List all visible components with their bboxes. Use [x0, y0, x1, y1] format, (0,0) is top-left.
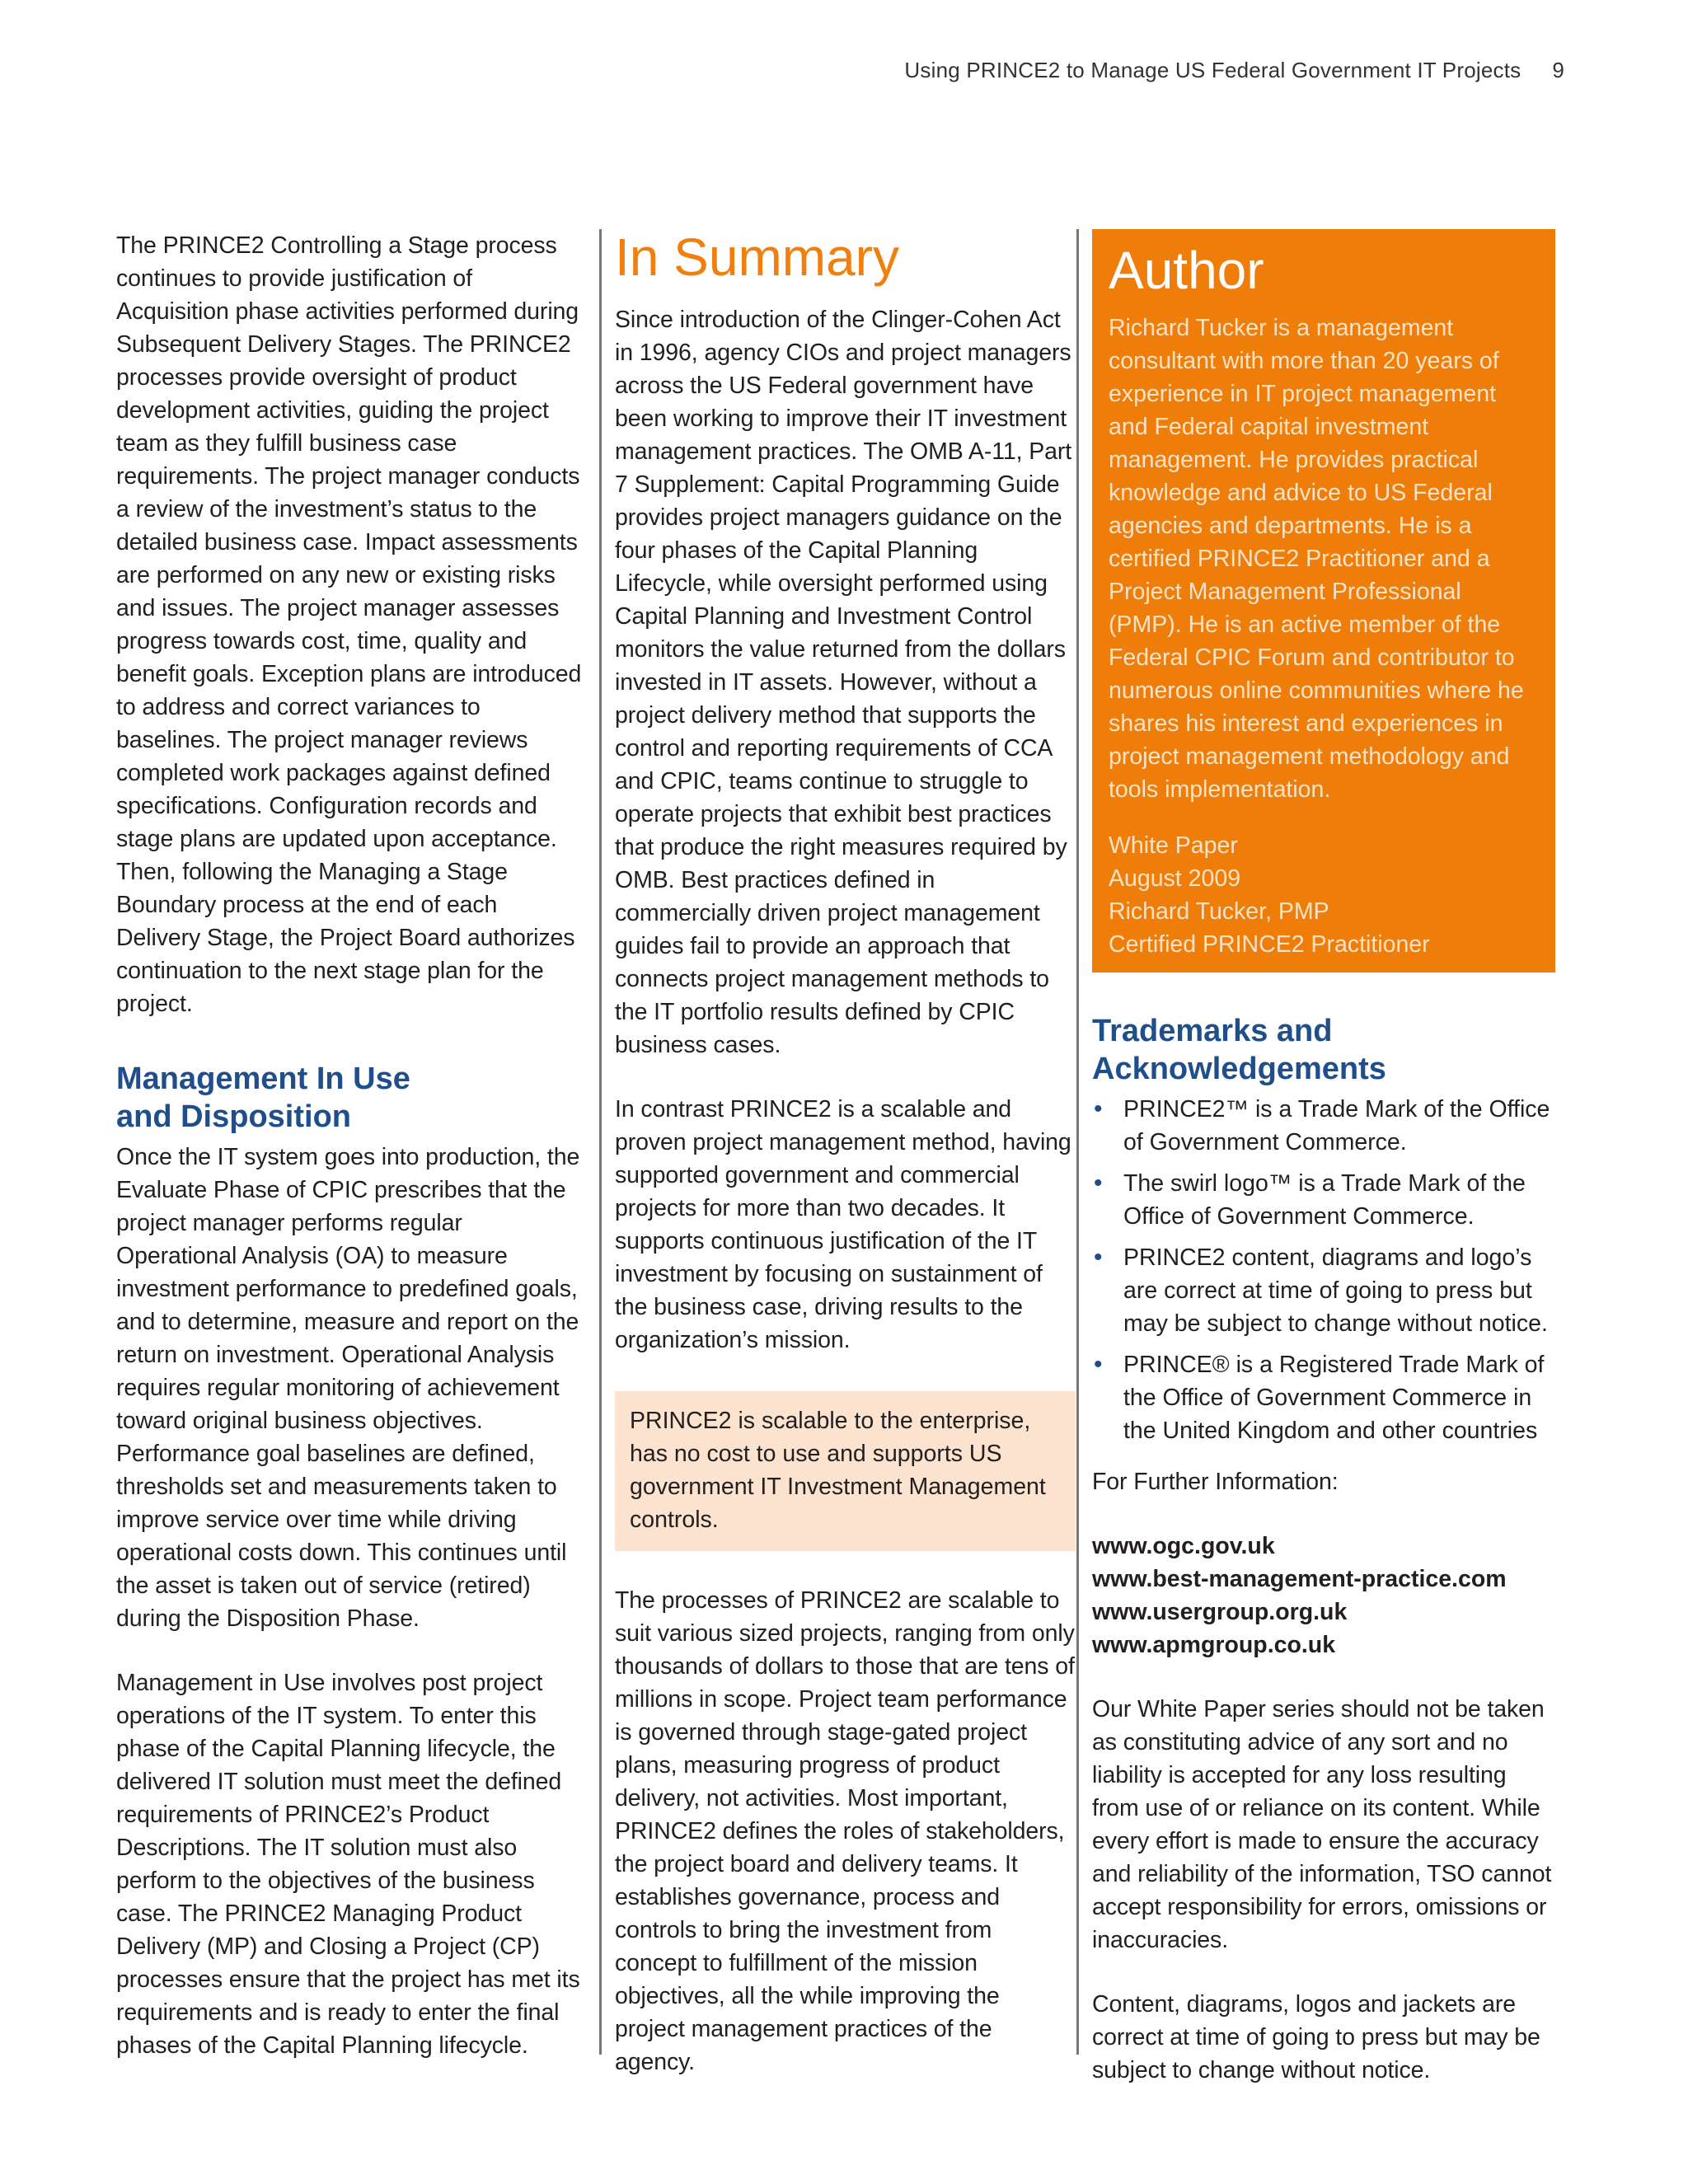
link-ogc[interactable]: www.ogc.gov.uk — [1092, 1533, 1275, 1559]
body-paragraph: In contrast PRINCE2 is a scalable and proven project management method, having supported government and commercial projects for more than two decades. It supports continuous justification of the IT investment by focusing on sustainment of the business case, driving results to the organization’s mission. — [615, 1096, 1071, 1353]
left-column — [116, 229, 586, 2062]
header-title: Using PRINCE2 to Manage US Federal Government IT Projects — [904, 58, 1522, 82]
running-header — [904, 58, 1564, 83]
bullet-icon: • — [1094, 1351, 1103, 1378]
right-column — [1076, 229, 1555, 2083]
in-summary-heading: In Summary — [615, 227, 899, 287]
bullet-icon: • — [1094, 1095, 1103, 1122]
body-paragraph: Once the IT system goes into production, the Evaluate Phase of CPIC prescribes that the project manager performs regular Operational Analysis (OA) to measure investment performance to predefined goals, and to determine, measure and report on the return on investment. Operational Analysis requires regular monitoring of achievement toward original business objectives. Performance goal baselines are defined, thresholds set and measurements taken to improve service over time while driving operational costs down. This continues until the asset is taken out of service (retired) during the Disposition Phase. — [116, 1144, 580, 1632]
credit-line: Richard Tucker, PMP — [1109, 898, 1329, 925]
list-item-text: PRINCE2 content, diagrams and logo’s are correct at time of going to press but may be subject to change without notice. — [1123, 1244, 1548, 1337]
body-paragraph: Since introduction of the Clinger-Cohen Act in 1996, agency CIOs and project managers across the US Federal government have been working to improve their IT investment management practices. The OMB A-11, Part 7 Supplement: Capital Programming Guide provides project managers guidance on the four phases of the Capital Planning Lifecycle, while oversight performed using Capital Planning and Investment Control monitors the value returned from the dollars invested in IT assets. However, without a project delivery method that supports the control and reporting requirements of CCA and CPIC, teams continue to struggle to operate projects that exhibit best practices that produce the right measures required by OMB. Best practices defined in commercially driven project management guides fail to provide an approach that connects project management methods to the IT portfolio results defined by CPIC business cases. — [615, 307, 1072, 1058]
list-item — [1092, 1241, 1555, 1340]
link-usergroup[interactable]: www.usergroup.org.uk — [1092, 1599, 1348, 1625]
list-item-text: PRINCE2™ is a Trade Mark of the Office of Government Commerce. — [1123, 1096, 1550, 1155]
heading-line: and Disposition — [116, 1099, 351, 1134]
author-bio: Richard Tucker is a management consultant with more than 20 years of experience in IT project management and Federal capital investment management. He provides practical knowledge and advice to US Federal agencies and departments. He is a certified PRINCE2 Practitioner and a Project Management Professional (PMP). He is an active member of the Federal CPIC Forum and contributor to numerous online communities where he shares his interest and experiences in project management methodology and tools implementation. — [1109, 315, 1524, 803]
list-item — [1092, 1167, 1555, 1233]
middle-column — [599, 227, 1076, 2075]
author-heading: Author — [1109, 241, 1264, 300]
link-best-management-practice[interactable]: www.best-management-practice.com — [1092, 1566, 1507, 1592]
links-list — [1092, 1530, 1555, 1661]
section-heading-management-in-use — [116, 1060, 586, 1136]
further-info-label: For Further Information: — [1092, 1469, 1339, 1495]
list-item — [1092, 1348, 1555, 1447]
heading-line: Management In Use — [116, 1062, 410, 1096]
disclaimer-paragraph: Our White Paper series should not be taken as constituting advice of any sort and no liability is accepted for any loss resulting from use of or reliance on its content. While every effort is made to ensure the accuracy and reliability of the information, TSO cannot accept responsibility for errors, omissions or inaccuracies. — [1092, 1696, 1552, 1953]
list-item-text: PRINCE® is a Registered Trade Mark of the Office of Government Commerce in the United Kingdom and other countries — [1123, 1352, 1545, 1444]
credit-line: Certified PRINCE2 Practitioner — [1109, 931, 1430, 958]
list-item-text: The swirl logo™ is a Trade Mark of the Office of Government Commerce. — [1123, 1170, 1526, 1230]
pull-quote-callout: PRINCE2 is scalable to the enterprise, has no cost to use and supports US government IT Investment Management controls. — [615, 1391, 1076, 1551]
author-credits — [1109, 829, 1540, 961]
body-paragraph: The PRINCE2 Controlling a Stage process continues to provide justification of Acquisition phase activities performed during Subsequent Delivery Stages. The PRINCE2 processes provide oversight of product development activities, guiding the project team as they fulfill business case requirements. The project manager conducts a review of the investment’s status to the detailed business case. Impact assessments are performed on any new or existing risks and issues. The project manager assesses progress towards cost, time, quality and benefit goals. Exception plans are introduced to address and correct variances to baselines. The project manager reviews completed work packages against defined specifications. Configuration records and stage plans are updated upon acceptance. Then, following the Managing a Stage Boundary process at the end of each Delivery Stage, the Project Board authorizes continuation to the next stage plan for the project. — [116, 232, 582, 1017]
bullet-icon: • — [1094, 1244, 1103, 1271]
heading-line: Trademarks and — [1092, 1014, 1333, 1048]
bullet-icon: • — [1094, 1169, 1103, 1197]
trademarks-list — [1092, 1093, 1555, 1447]
body-paragraph: The processes of PRINCE2 are scalable to suit various sized projects, ranging from only thousands of dollars to those that are tens of millions in scope. Project team performance is governed through stage-gated project plans, measuring progress of product delivery, not activities. Most important, PRINCE2 defines the roles of stakeholders, the project board and delivery teams. It establishes governance, process and controls to bring the investment from concept to fulfillment of the mission objectives, all the while improving the project management practices of the agency. — [615, 1587, 1075, 2075]
heading-line: Acknowledgements — [1092, 1052, 1386, 1086]
credit-line: August 2009 — [1109, 865, 1241, 892]
body-paragraph: Management in Use involves post project operations of the IT system. To enter this phase of the Capital Planning lifecycle, the delivered IT solution must meet the defined requirements of PRINCE2’s Product Descriptions. The IT solution must also perform to the objectives of the business case. The PRINCE2 Managing Product Delivery (MP) and Closing a Project (CP) processes ensure that the project has met its requirements and is ready to enter the final phases of the Capital Planning lifecycle. — [116, 1670, 580, 2059]
author-box — [1092, 229, 1555, 972]
trademarks-heading — [1092, 1012, 1555, 1088]
page-number: 9 — [1552, 58, 1564, 82]
link-apmgroup[interactable]: www.apmgroup.co.uk — [1092, 1632, 1336, 1658]
disclaimer-paragraph: Content, diagrams, logos and jackets are correct at time of going to press but may be subject to change without notice. — [1092, 1991, 1540, 2083]
list-item — [1092, 1093, 1555, 1159]
credit-line: White Paper — [1109, 832, 1238, 859]
